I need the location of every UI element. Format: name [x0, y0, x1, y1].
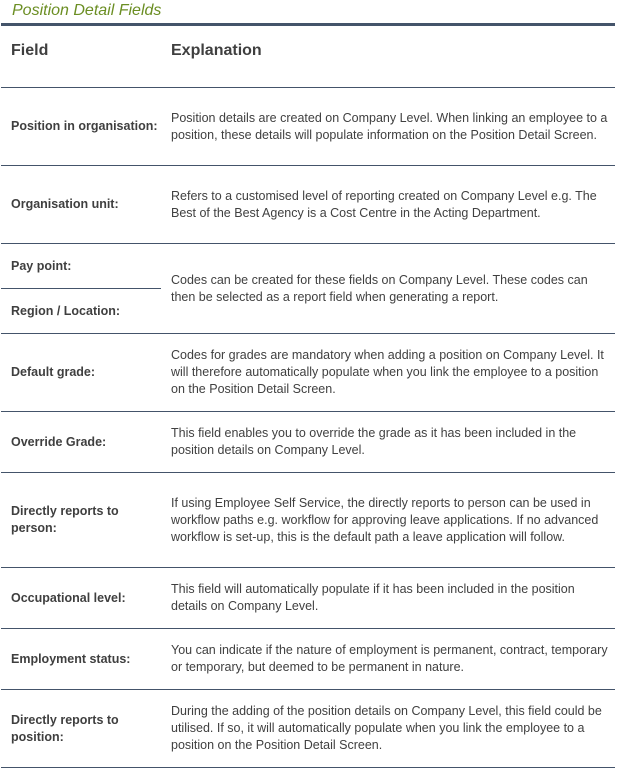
section-title: Position Detail Fields — [12, 2, 162, 19]
table-header — [1, 26, 615, 88]
field-label: Pay point: — [11, 258, 72, 273]
field-explanation: Position details are created on Company Level. When linking an employee to a position, these details will populate information on the Position Detail Screen. — [171, 110, 608, 142]
table-row-pay-point-region — [1, 244, 615, 334]
field-explanation: This field enables you to override the grade as it has been included in the position details on Company Level. — [171, 426, 577, 457]
table-row-employment-status — [1, 629, 615, 690]
field-label: Directly reports to position: — [11, 712, 119, 744]
table-row-directly-reports-to-person — [1, 473, 615, 568]
table-row-position-in-organisation — [1, 88, 615, 166]
field-label: Default grade: — [11, 365, 96, 379]
header-field: Field — [11, 42, 49, 59]
field-explanation: If using Employee Self Service, the directly reports to person can be used in workflow paths e.g. workflow for approving leave applications. If no advanced workflow is set-up, this is the default path a leave application will follow. — [171, 495, 599, 544]
table-row-default-grade — [1, 334, 615, 412]
field-label: Occupational level: — [11, 590, 126, 605]
table-row-occupational-level — [1, 568, 615, 629]
field-explanation: You can indicate if the nature of employment is permanent, contract, temporary or temporary, but deemed to be permanent in nature. — [171, 643, 608, 674]
field-explanation: This field will automatically populate if it has been included in the position details on Company Level. — [171, 582, 575, 613]
table-subrow-region-location — [1, 289, 161, 333]
field-explanation: Codes for grades are mandatory when adding a position on Company Level. It will therefore automatically populate when you link the employee to a position on the Position Detail Screen. — [171, 348, 604, 396]
table-subrow-pay-point — [1, 244, 161, 289]
field-label: Directly reports to person: — [11, 504, 119, 535]
field-explanation: Refers to a customised level of reporting created on Company Level e.g. The Best of the Best Agency is a Cost Centre in the Acting Department. — [171, 188, 597, 220]
field-label: Organisation unit: — [11, 197, 119, 211]
table-row-directly-reports-to-position — [1, 690, 615, 768]
position-detail-fields-table — [1, 23, 615, 768]
field-label: Position in organisation: — [11, 119, 158, 133]
header-explanation: Explanation — [171, 42, 262, 59]
field-explanation: Codes can be created for these fields on Company Level. These codes can then be selected as a report field when generating a report. — [171, 273, 588, 304]
field-explanation: During the adding of the position details on Company Level, this field could be utilised. If so, it will automatically populate when you link the employee to a position on the Position Detail Screen. — [171, 704, 602, 752]
field-label: Override Grade: — [11, 434, 107, 449]
field-label: Employment status: — [11, 651, 131, 666]
table-row-organisation-unit — [1, 166, 615, 244]
field-label: Region / Location: — [11, 303, 121, 318]
table-row-override-grade — [1, 412, 615, 473]
